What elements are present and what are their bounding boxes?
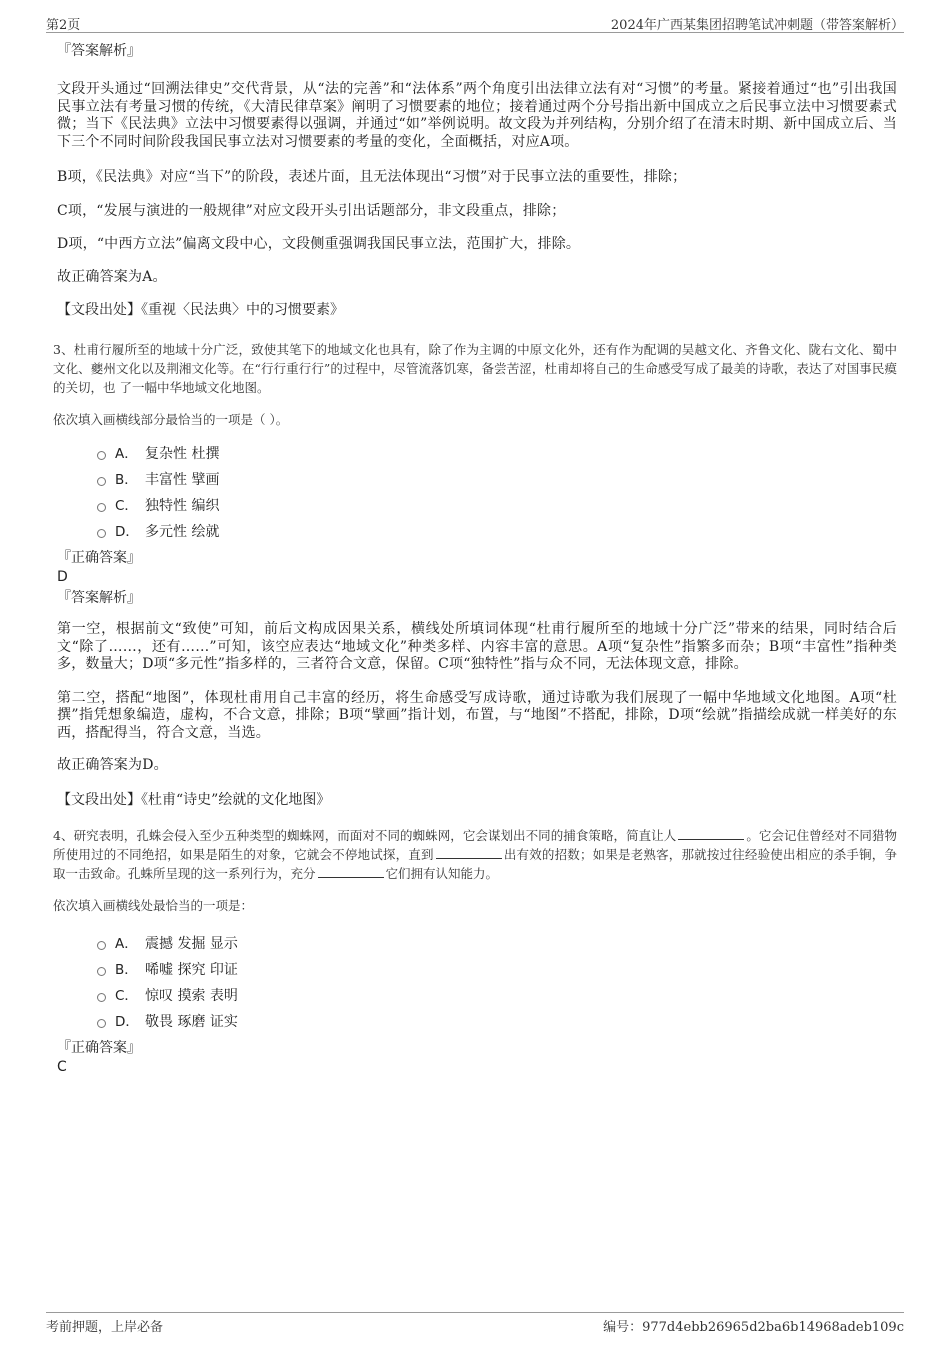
fill-blank — [318, 865, 384, 878]
q4-option-d[interactable] — [97, 1009, 897, 1035]
radio-button-icon[interactable] — [97, 941, 106, 950]
q2-conclusion: 故正确答案为A。 — [57, 268, 167, 285]
q3-analysis-p2: 第二空，搭配“地图”，体现杜甫用自己丰富的经历，将生命感受写成诗歌，通过诗歌为我们展现了一幅中华地域文化地图。A项“杜撰”指凭想象编造，虚构，不合文意，排除；B项“擘画”指计划，布置，与“地图”不搭配，排除，D项“绘就”指描绘成就一样美好的东西，搭配得当，符合文意，当选。 — [57, 689, 897, 741]
option-letter: C． — [115, 498, 138, 514]
q3-conclusion: 故正确答案为D。 — [57, 757, 168, 773]
option-letter: C． — [115, 987, 138, 1004]
q3-option-a[interactable] — [97, 441, 897, 467]
radio-button-icon[interactable] — [97, 503, 106, 512]
q4-option-c[interactable] — [97, 983, 897, 1009]
page-footer — [46, 1312, 904, 1333]
q2-analysis-paragraph: 文段开头通过“回溯法律史”交代背景，从“法的完善”和“法体系”两个角度引出法律立法有对“习惯”的考量。紧接着通过“也”引出我国民事立法有考量习惯的传统，《大清民律草案》阐明了习惯要素的地位；接着通过两个分号指出新中国成立之后民事立法中习惯要素式微；当下《民法典》立法中习惯要素得以强调，并通过“如”举例说明。故文段为并列结构，分别介绍了在清末时期、新中国成立后、当下三个不同时间阶段我国民事立法对习惯要素的考量的变化，全面概括，对应A项。 — [57, 81, 897, 150]
q4-options — [97, 931, 897, 1035]
q2-option-b-analysis: B项，《民法典》对应“当下”的阶段，表述片面，且无法体现出“习惯”对于民事立法的重要性，排除； — [57, 169, 687, 185]
q4-correct-answer: C — [57, 1058, 67, 1075]
q4-text-part1: 4、研究表明，孔蛛会侵入至少五种类型的蜘蛛网，而面对不同的蜘蛛网，它会谋划出不同的捕食策略，简直让人 — [53, 827, 677, 843]
q4-prompt: 依次填入画横线处最恰当的一项是： — [53, 897, 254, 913]
q3-option-b[interactable] — [97, 467, 897, 493]
page-content — [53, 42, 897, 1075]
radio-button-icon[interactable] — [97, 993, 106, 1002]
option-text: 独特性 编织 — [145, 498, 220, 514]
q4-question — [53, 826, 897, 883]
radio-button-icon[interactable] — [97, 477, 106, 486]
q3-analysis-p1: 第一空，根据前文“致使”可知，前后文构成因果关系，横线处所填词体现“杜甫行履所至的地域十分广泛”带来的结果，同时结合后文“除了……，还有……”可知，该空应表达“地域文化”种类多样、内容丰富的意思。A项“复杂性”指繁多而杂；B项“丰富性”指种类多，数量大；D项“多元性”指多样的，三者符合文意，保留。C项“独特性”指与众不同，无法体现文意，排除。 — [57, 621, 897, 672]
q4-text-part4: 它们拥有认知能力。 — [385, 865, 499, 881]
option-text: 惊叹 摸索 表明 — [145, 987, 238, 1004]
option-letter: B． — [115, 472, 138, 488]
q4-option-b[interactable] — [97, 957, 897, 983]
option-letter: D． — [115, 524, 139, 540]
fill-blank — [678, 827, 744, 840]
footer-serial: 编号：977d4ebb26965d2ba6b14968adeb109c — [603, 1320, 904, 1335]
radio-button-icon[interactable] — [97, 451, 106, 460]
q3-source: 【文段出处】《杜甫“诗史”绘就的文化地图》 — [57, 791, 331, 808]
q4-text-part2: 。它会记住曾经对不同猎物所使用过的不同绝招，如果是陌生的对象，它就会不停地试探，直到 — [53, 827, 897, 862]
document-title: 2024年广西某集团招聘笔试冲刺题（带答案解析） — [610, 18, 904, 33]
option-text: 唏嘘 探究 印证 — [145, 961, 238, 978]
q4-correct-label: 『正确答案』 — [57, 1039, 141, 1056]
option-text: 敬畏 琢磨 证实 — [145, 1013, 238, 1030]
radio-button-icon[interactable] — [97, 529, 106, 538]
q2-source: 【文段出处】《重视〈民法典〉中的习惯要素》 — [57, 302, 344, 318]
q2-option-d-analysis: D项，“中西方立法”偏离文段中心，文段侧重强调我国民事立法，范围扩大，排除。 — [57, 236, 581, 252]
option-text: 复杂性 杜撰 — [145, 446, 220, 462]
q4-text-part3: 出有效的招数；如果是老熟客，那就按过往经验使出相应的杀手锏，争取一击致命。孔蛛所呈现的这一系列行为，充分 — [53, 846, 897, 881]
q3-options — [97, 441, 897, 545]
option-letter: D． — [115, 1013, 139, 1030]
q4-option-a[interactable] — [97, 931, 897, 957]
option-text: 震撼 发掘 显示 — [145, 935, 238, 952]
q3-option-c[interactable] — [97, 493, 897, 519]
q2-analysis-label: 『答案解析』 — [57, 43, 141, 59]
radio-button-icon[interactable] — [97, 1019, 106, 1028]
option-text: 丰富性 擘画 — [145, 472, 220, 488]
page-header — [46, 12, 904, 33]
q3-prompt: 依次填入画横线部分最恰当的一项是（ ）。 — [53, 412, 289, 427]
option-letter: B． — [115, 961, 138, 978]
q3-correct-answer: D — [57, 569, 68, 585]
q3-analysis-label: 『答案解析』 — [57, 590, 141, 606]
q2-option-c-analysis: C项，“发展与演进的一般规律”对应文段开头引出话题部分，非文段重点，排除； — [57, 202, 566, 219]
q3-option-d[interactable] — [97, 519, 897, 545]
fill-blank — [436, 846, 502, 859]
radio-button-icon[interactable] — [97, 967, 106, 976]
option-letter: A． — [115, 446, 138, 462]
option-letter: A． — [115, 935, 138, 952]
q3-question: 3、杜甫行履所至的地域十分广泛，致使其笔下的地域文化也具有，除了作为主调的中原文化外，还有作为配调的吴越文化、齐鲁文化、陇右文化、蜀中文化、夔州文化以及荆湘文化等。在“行行重行行”的过程中，尽管流落饥寒，备尝苦涩，杜甫却将自己的生命感受写成了最美的诗歌，表达了对国事民瘼的关切，也 了一幅中华地域文化地图。 — [53, 342, 897, 395]
footer-slogan: 考前押题，上岸必备 — [46, 1320, 164, 1335]
page-number: 第2页 — [46, 18, 81, 33]
option-text: 多元性 绘就 — [145, 524, 220, 540]
q3-correct-label: 『正确答案』 — [57, 550, 141, 566]
